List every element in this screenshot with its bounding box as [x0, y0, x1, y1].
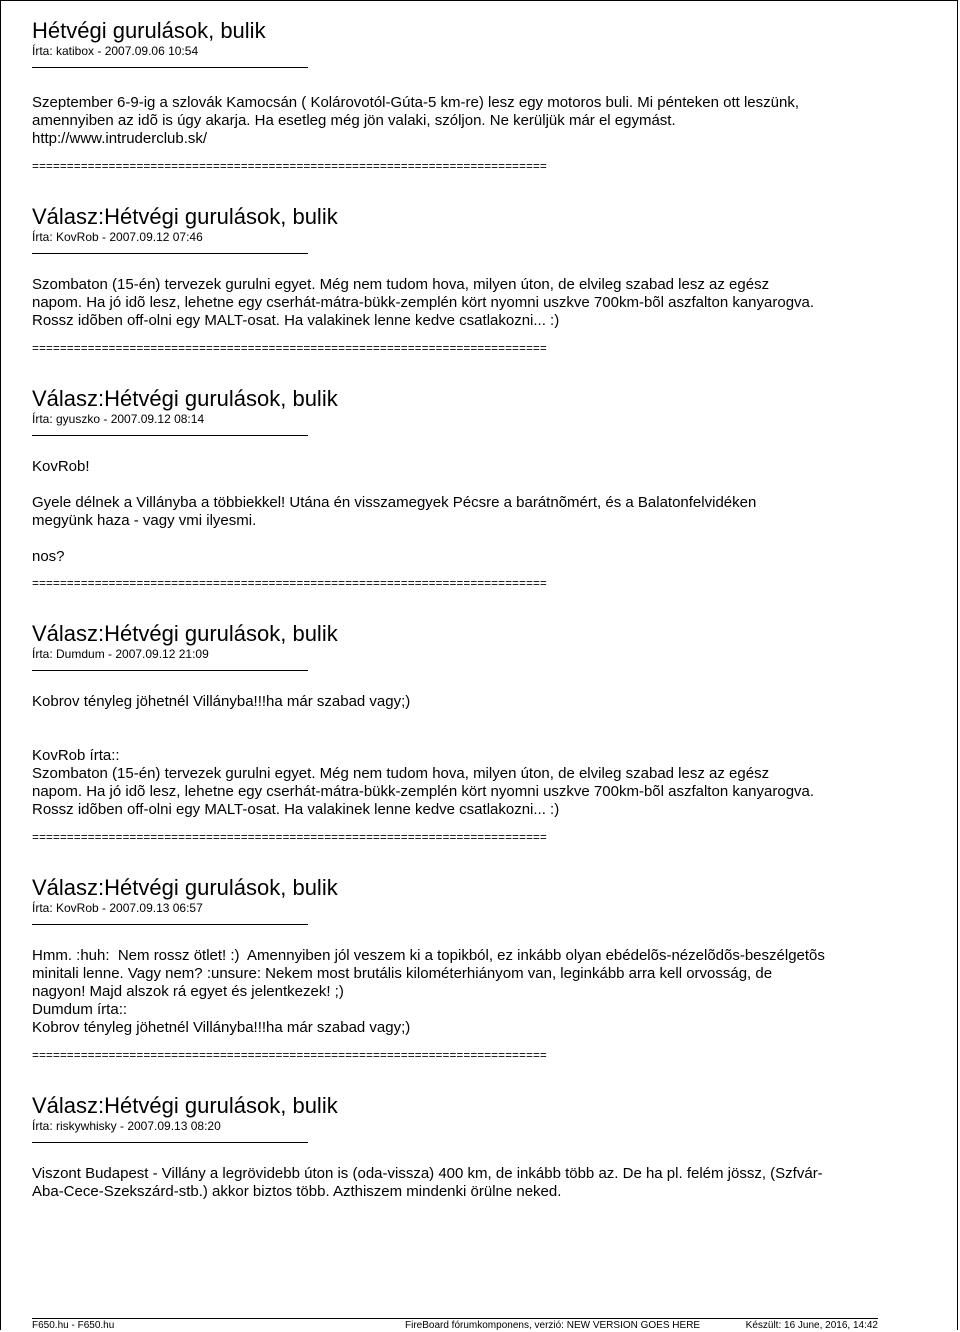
post-body-line	[32, 476, 932, 494]
post-title: Válasz:Hétvégi gurulások, bulik	[32, 621, 338, 646]
post-body-line: Szombaton (15-én) tervezek gurulni egyet. Még nem tudom hova, milyen úton, de elvileg szabad lesz az egész	[32, 765, 770, 782]
post-title: Hétvégi gurulások, bulik	[32, 18, 266, 43]
forum-post	[32, 18, 932, 175]
post-body-line: Rossz idõben off-olni egy MALT-osat. Ha valakinek lenne kedve csatlakozni... :)	[32, 801, 560, 818]
post-body	[32, 458, 932, 566]
post-meta: Írta: katibox - 2007.09.06 10:54	[32, 44, 199, 58]
post-separator: ==========================================================================	[32, 578, 547, 591]
post-separator: ==========================================================================	[32, 343, 547, 356]
post-body-line: Szombaton (15-én) tervezek gurulni egyet. Még nem tudom hova, milyen úton, de elvileg szabad lesz az egész	[32, 276, 770, 293]
post-title: Válasz:Hétvégi gurulások, bulik	[32, 204, 338, 229]
post-meta: Írta: riskywhisky - 2007.09.13 08:20	[32, 1119, 221, 1133]
post-body	[32, 693, 932, 819]
post-body-line: Hmm. :huh: Nem rossz ötlet! :) Amennyiben jól veszem ki a topikból, ez inkább olyan ebédelõs-nézelõdõs-beszélgetõs	[32, 947, 825, 964]
post-body-line: Gyele délnek a Villányba a többiekkel! Utána én visszamegyek Pécsre a barátnõmért, és a Balatonfelvidéken	[32, 494, 757, 511]
divider	[32, 924, 308, 925]
forum-post	[32, 875, 932, 1064]
page-footer	[32, 1318, 878, 1331]
post-separator: ==========================================================================	[32, 1050, 547, 1063]
post-meta: Írta: KovRob - 2007.09.12 07:46	[32, 230, 203, 244]
post-body-line: napom. Ha jó idõ lesz, lehetne egy cserhát-mátra-bükk-zemplén kört nyomni uszkve 700km-bõl aszfalton kanyarogva.	[32, 294, 815, 311]
divider	[32, 253, 308, 254]
post-body-line: minitali lenne. Vagy nem? :unsure: Nekem most brutális kilométerhiányom van, leginkább arra kell orvosság, de	[32, 965, 773, 982]
post-separator: ==========================================================================	[32, 161, 547, 174]
divider	[32, 67, 308, 68]
post-title: Válasz:Hétvégi gurulások, bulik	[32, 1093, 338, 1118]
post-separator: ==========================================================================	[32, 832, 547, 845]
divider	[32, 1142, 308, 1143]
post-body-line	[32, 530, 932, 548]
post-body-line: Aba-Cece-Szekszárd-stb.) akkor biztos több. Azthiszem mindenki örülne neked.	[32, 1183, 562, 1200]
post-body	[32, 947, 932, 1037]
post-body-line: Kobrov tényleg jöhetnél Villányba!!!ha már szabad vagy;)	[32, 693, 411, 710]
footer-generated: Készült: 16 June, 2016, 14:42	[745, 1320, 878, 1331]
post-body-line: napom. Ha jó idõ lesz, lehetne egy cserhát-mátra-bükk-zemplén kört nyomni uszkve 700km-bõl aszfalton kanyarogva.	[32, 783, 815, 800]
footer-credits: FireBoard fórumkomponens, verzió: NEW VERSION GOES HERE	[405, 1320, 701, 1331]
post-body-line: Rossz idõben off-olni egy MALT-osat. Ha valakinek lenne kedve csatlakozni... :)	[32, 312, 560, 329]
post-body-line: Dumdum írta::	[32, 1001, 128, 1018]
post-body-line: megyünk haza - vagy vmi ilyesmi.	[32, 512, 257, 529]
footer-site: F650.hu - F650.hu	[32, 1320, 115, 1331]
post-body-line: KovRob!	[32, 458, 90, 475]
post-body-line: Kobrov tényleg jöhetnél Villányba!!!ha már szabad vagy;)	[32, 1019, 411, 1036]
post-title: Válasz:Hétvégi gurulások, bulik	[32, 875, 338, 900]
post-body	[32, 276, 932, 330]
divider	[32, 670, 308, 671]
post-body-line: nagyon! Majd alszok rá egyet és jelentkezek! ;)	[32, 983, 344, 1000]
post-meta: Írta: gyuszko - 2007.09.12 08:14	[32, 412, 205, 426]
forum-post	[32, 621, 932, 846]
post-body-line: amennyiben az idõ is úgy akarja. Ha esetleg még jön valaki, szóljon. Ne kerüljük már el egymást.	[32, 112, 676, 129]
forum-post	[32, 204, 932, 357]
post-body-line: nos?	[32, 548, 65, 565]
post-body-line	[32, 711, 932, 729]
post-body-line: Viszont Budapest - Villány a legrövidebb úton is (oda-vissza) 400 km, de inkább több az. De ha pl. felém jössz, (Szfvár-	[32, 1165, 823, 1182]
post-meta: Írta: Dumdum - 2007.09.12 21:09	[32, 647, 209, 661]
post-body-line: KovRob írta::	[32, 747, 120, 764]
post-body-line: Szeptember 6-9-ig a szlovák Kamocsán ( Kolárovotól-Gúta-5 km-re) lesz egy motoros buli. Mi pénteken ott leszünk,	[32, 94, 799, 111]
forum-thread	[32, 18, 932, 1201]
post-title: Válasz:Hétvégi gurulások, bulik	[32, 386, 338, 411]
post-link[interactable]: http://www.intruderclub.sk/	[32, 130, 208, 147]
divider	[32, 435, 308, 436]
post-body-line	[32, 729, 932, 747]
post-body	[32, 94, 932, 148]
forum-post	[32, 1093, 932, 1201]
post-meta: Írta: KovRob - 2007.09.13 06:57	[32, 901, 203, 915]
forum-post	[32, 386, 932, 592]
post-body	[32, 1165, 932, 1201]
